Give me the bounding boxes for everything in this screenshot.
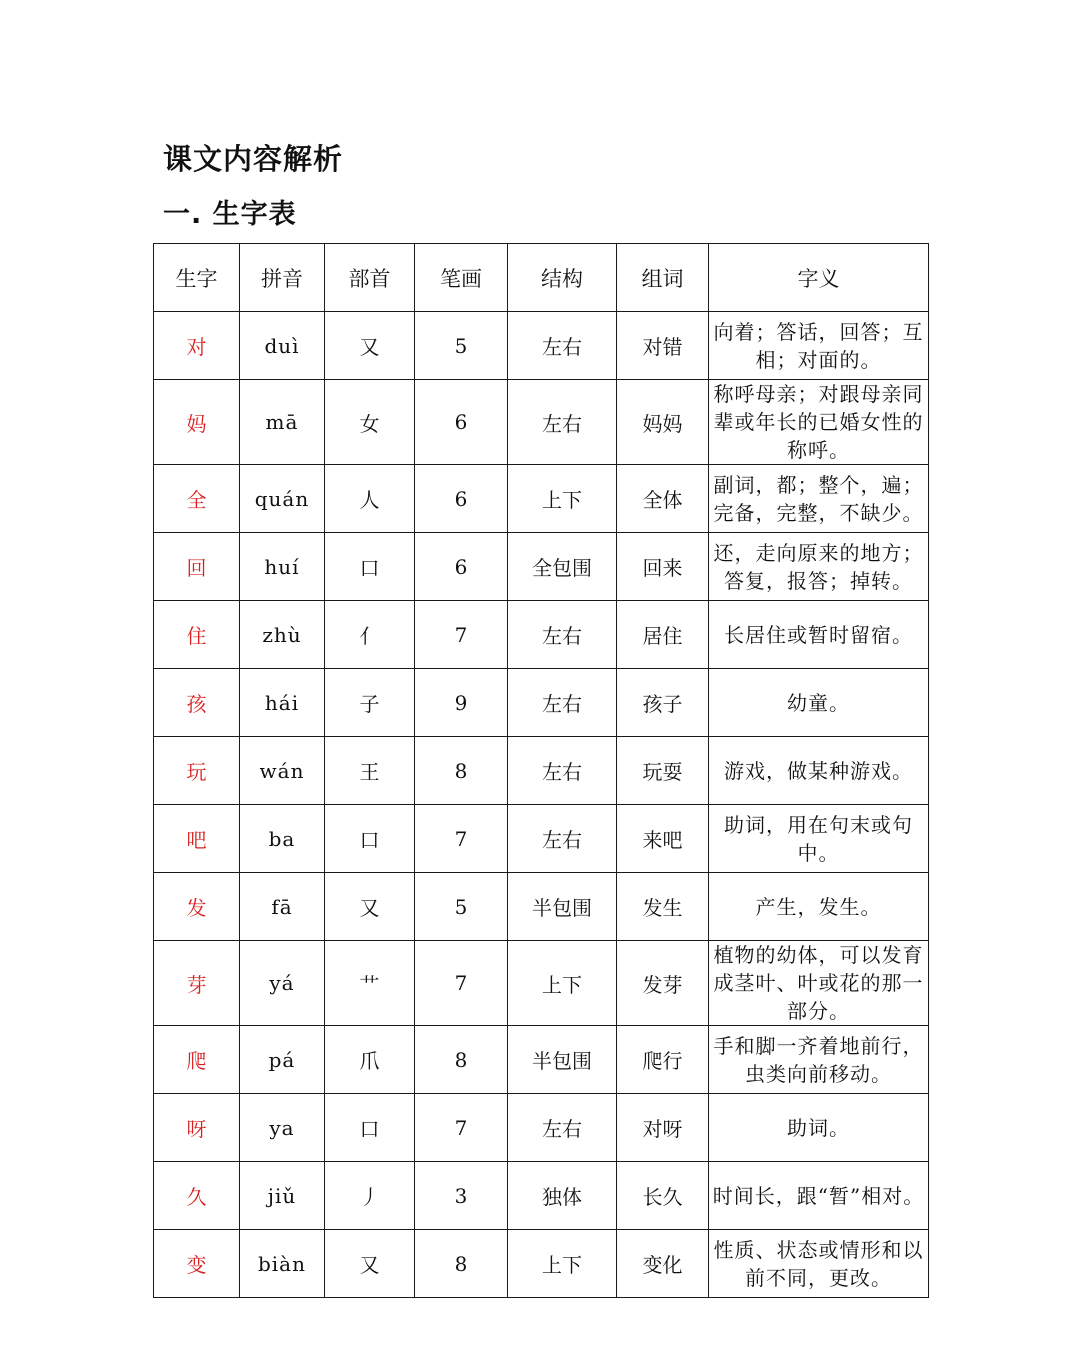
cell-word: 全体 (617, 465, 709, 533)
cell-word: 来吧 (617, 805, 709, 873)
cell-strokes: 5 (415, 312, 508, 380)
cell-radical: 口 (325, 533, 415, 601)
cell-radical: 艹 (325, 941, 415, 1026)
cell-pinyin: quán (240, 465, 325, 533)
cell-structure: 上下 (508, 941, 617, 1026)
cell-radical: 丿 (325, 1162, 415, 1230)
table-row (154, 380, 929, 465)
table-row (154, 737, 929, 805)
cell-meaning: 称呼母亲；对跟母亲同辈或年长的已婚女性的称呼。 (709, 380, 929, 465)
table-row (154, 465, 929, 533)
cell-radical: 又 (325, 1230, 415, 1298)
cell-structure: 左右 (508, 669, 617, 737)
cell-structure: 左右 (508, 312, 617, 380)
table-row (154, 1230, 929, 1298)
cell-char: 住 (154, 601, 240, 669)
header-word: 组词 (617, 244, 709, 312)
table-row (154, 533, 929, 601)
cell-pinyin: hái (240, 669, 325, 737)
cell-structure: 半包围 (508, 873, 617, 941)
cell-char: 呀 (154, 1094, 240, 1162)
table-row (154, 1026, 929, 1094)
page-title: 课文内容解析 (163, 142, 344, 176)
cell-char: 爬 (154, 1026, 240, 1094)
cell-radical: 口 (325, 805, 415, 873)
cell-meaning: 助词，用在句末或句中。 (709, 805, 929, 873)
cell-meaning: 手和脚一齐着地前行，虫类向前移动。 (709, 1026, 929, 1094)
cell-radical: 女 (325, 380, 415, 465)
cell-char: 久 (154, 1162, 240, 1230)
cell-strokes: 3 (415, 1162, 508, 1230)
cell-meaning: 幼童。 (709, 669, 929, 737)
cell-meaning: 时间长，跟“暂”相对。 (709, 1162, 929, 1230)
cell-char: 玩 (154, 737, 240, 805)
table-row (154, 669, 929, 737)
cell-radical: 爪 (325, 1026, 415, 1094)
cell-structure: 左右 (508, 601, 617, 669)
cell-strokes: 8 (415, 737, 508, 805)
cell-char: 吧 (154, 805, 240, 873)
cell-pinyin: biàn (240, 1230, 325, 1298)
cell-radical: 亻 (325, 601, 415, 669)
cell-strokes: 7 (415, 941, 508, 1026)
table-row (154, 312, 929, 380)
cell-char: 对 (154, 312, 240, 380)
cell-meaning: 游戏，做某种游戏。 (709, 737, 929, 805)
cell-char: 发 (154, 873, 240, 941)
cell-meaning: 副词，都；整个，遍；完备，完整，不缺少。 (709, 465, 929, 533)
header-meaning: 字义 (709, 244, 929, 312)
table-row (154, 1094, 929, 1162)
cell-strokes: 8 (415, 1026, 508, 1094)
table-row (154, 873, 929, 941)
cell-structure: 左右 (508, 737, 617, 805)
cell-word: 玩耍 (617, 737, 709, 805)
cell-strokes: 7 (415, 805, 508, 873)
cell-word: 妈妈 (617, 380, 709, 465)
cell-pinyin: pá (240, 1026, 325, 1094)
cell-char: 回 (154, 533, 240, 601)
cell-word: 对错 (617, 312, 709, 380)
cell-radical: 又 (325, 312, 415, 380)
cell-pinyin: ya (240, 1094, 325, 1162)
cell-word: 爬行 (617, 1026, 709, 1094)
cell-meaning: 性质、状态或情形和以前不同，更改。 (709, 1230, 929, 1298)
cell-word: 对呀 (617, 1094, 709, 1162)
cell-structure: 上下 (508, 1230, 617, 1298)
cell-strokes: 9 (415, 669, 508, 737)
cell-radical: 人 (325, 465, 415, 533)
cell-meaning: 还，走向原来的地方；答复，报答；掉转。 (709, 533, 929, 601)
cell-radical: 口 (325, 1094, 415, 1162)
cell-char: 芽 (154, 941, 240, 1026)
cell-strokes: 7 (415, 1094, 508, 1162)
cell-meaning: 植物的幼体，可以发育成茎叶、叶或花的那一部分。 (709, 941, 929, 1026)
cell-word: 长久 (617, 1162, 709, 1230)
cell-pinyin: wán (240, 737, 325, 805)
cell-structure: 独体 (508, 1162, 617, 1230)
cell-structure: 全包围 (508, 533, 617, 601)
section-heading: 一. 生字表 (163, 199, 297, 230)
table-row (154, 941, 929, 1026)
cell-word: 孩子 (617, 669, 709, 737)
cell-structure: 左右 (508, 380, 617, 465)
header-pinyin: 拼音 (240, 244, 325, 312)
header-char: 生字 (154, 244, 240, 312)
cell-radical: 子 (325, 669, 415, 737)
table-header-row (154, 244, 929, 312)
cell-strokes: 6 (415, 380, 508, 465)
character-table (153, 243, 929, 1298)
header-structure: 结构 (508, 244, 617, 312)
cell-char: 妈 (154, 380, 240, 465)
cell-structure: 左右 (508, 805, 617, 873)
cell-pinyin: duì (240, 312, 325, 380)
cell-radical: 王 (325, 737, 415, 805)
header-strokes: 笔画 (415, 244, 508, 312)
cell-char: 孩 (154, 669, 240, 737)
cell-strokes: 8 (415, 1230, 508, 1298)
cell-structure: 半包围 (508, 1026, 617, 1094)
cell-word: 回来 (617, 533, 709, 601)
cell-word: 发生 (617, 873, 709, 941)
cell-pinyin: jiǔ (240, 1162, 325, 1230)
table-row (154, 805, 929, 873)
cell-pinyin: zhù (240, 601, 325, 669)
cell-strokes: 5 (415, 873, 508, 941)
cell-pinyin: fā (240, 873, 325, 941)
cell-meaning: 产生，发生。 (709, 873, 929, 941)
cell-pinyin: yá (240, 941, 325, 1026)
cell-char: 变 (154, 1230, 240, 1298)
cell-pinyin: mā (240, 380, 325, 465)
cell-strokes: 6 (415, 465, 508, 533)
cell-word: 发芽 (617, 941, 709, 1026)
cell-meaning: 向着；答话，回答；互相；对面的。 (709, 312, 929, 380)
cell-meaning: 助词。 (709, 1094, 929, 1162)
cell-word: 居住 (617, 601, 709, 669)
cell-structure: 左右 (508, 1094, 617, 1162)
cell-strokes: 6 (415, 533, 508, 601)
cell-strokes: 7 (415, 601, 508, 669)
cell-structure: 上下 (508, 465, 617, 533)
cell-meaning: 长居住或暂时留宿。 (709, 601, 929, 669)
cell-word: 变化 (617, 1230, 709, 1298)
cell-radical: 又 (325, 873, 415, 941)
header-radical: 部首 (325, 244, 415, 312)
table-row (154, 601, 929, 669)
cell-pinyin: huí (240, 533, 325, 601)
cell-char: 全 (154, 465, 240, 533)
table-row (154, 1162, 929, 1230)
cell-pinyin: ba (240, 805, 325, 873)
